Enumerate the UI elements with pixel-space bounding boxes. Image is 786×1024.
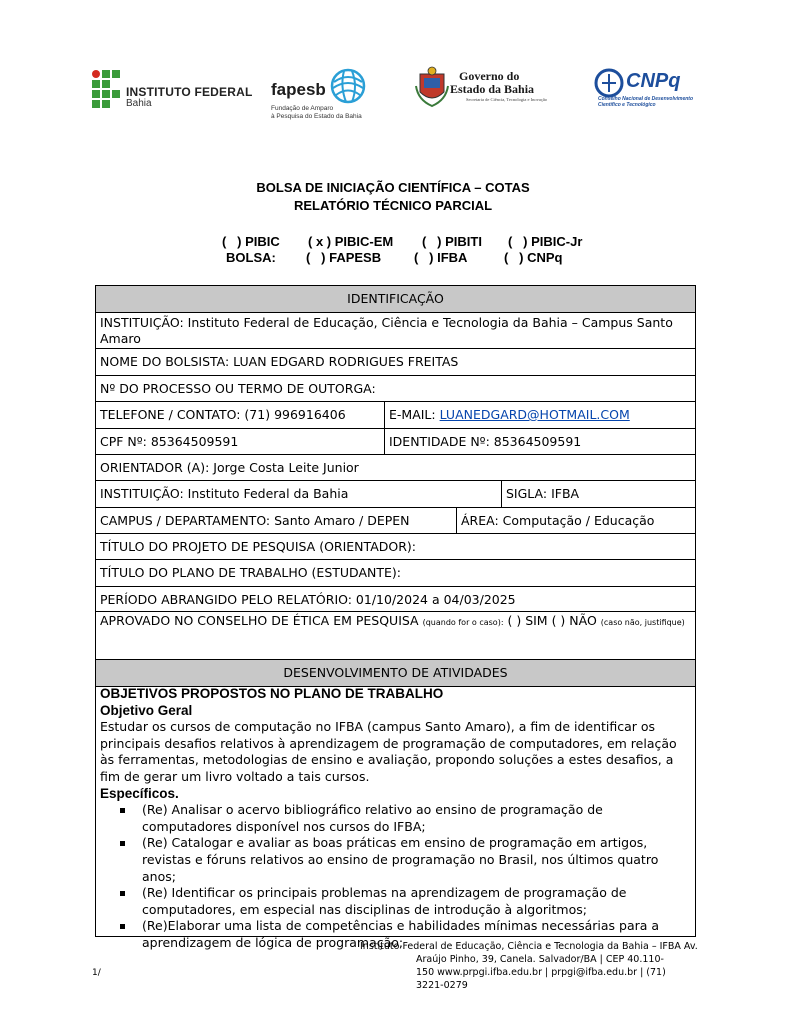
page-number: 1/ bbox=[92, 968, 101, 978]
etica-justify-note: (caso não, justifique) bbox=[600, 618, 685, 627]
especificos-heading: Específicos. bbox=[100, 785, 179, 801]
row-periodo bbox=[96, 587, 695, 612]
footer-line2: Araújo Pinho, 39, Canela. Salvador/BA | CEP 40.110- bbox=[416, 954, 664, 965]
list-item: (Re) Analisar o acervo bibliográfico relativo ao ensino de programação de computadores disponível nos cursos do IFBA; bbox=[142, 802, 694, 835]
ifba-logo-name: INSTITUTO FEDERAL bbox=[126, 85, 253, 99]
cnpq-mark-icon bbox=[594, 68, 626, 98]
sigla-field: SIGLA: IFBA bbox=[506, 486, 580, 501]
option-pibiti: ( ) PIBITI bbox=[422, 234, 482, 249]
footer-line3: 150 www.prpgi.ifba.edu.br | prpgi@ifba.edu.br | (71) bbox=[416, 967, 666, 978]
email-link[interactable]: LUANEDGARD@HOTMAIL.COM bbox=[439, 407, 630, 422]
row-orientador bbox=[96, 455, 695, 481]
identidade-field: IDENTIDADE Nº: 85364509591 bbox=[389, 434, 582, 449]
row-titulo-projeto bbox=[96, 534, 695, 560]
etica-label: APROVADO NO CONSELHO DE ÉTICA EM PESQUISA bbox=[100, 613, 423, 628]
objetivo-geral-text: Estudar os cursos de computação no IFBA (campus Santo Amaro), a fim de identificar os principais desafios relativos à aprendizagem de programação de computadores, em relação às ferramentas, metodologias de ensino e avaliação, propondo soluções a estes desafios, a fim de gerar um livro voltado a tais cursos. bbox=[100, 719, 677, 784]
page-footer bbox=[360, 940, 698, 991]
objetivo-geral-heading: Objetivo Geral bbox=[100, 702, 193, 718]
etica-note: (quando for o caso): bbox=[422, 618, 504, 627]
fapesb-logo-name: fapesb bbox=[271, 80, 326, 99]
row-instituicao bbox=[96, 313, 695, 349]
identificacao-header: IDENTIFICAÇÃO bbox=[96, 286, 695, 313]
row-instituicao-orientador bbox=[96, 481, 695, 508]
bolsa-label: BOLSA: bbox=[226, 250, 276, 265]
area-field: ÁREA: Computação / Educação bbox=[461, 513, 655, 528]
fapesb-logo-sub1: Fundação de Amparo bbox=[271, 105, 334, 112]
row-campus bbox=[96, 508, 695, 534]
fapesb-logo-sub2: à Pesquisa do Estado da Bahia bbox=[271, 113, 362, 120]
governo-logo-line1: Governo do bbox=[459, 69, 520, 83]
governo-logo-line3: Secretaria de Ciência, Tecnologia e Inovação bbox=[466, 97, 548, 102]
fapesb-ball-icon bbox=[330, 68, 366, 104]
bolsista-field: NOME DO BOLSISTA: LUAN EDGARD RODRIGUES FREITAS bbox=[100, 354, 459, 369]
footer-line1: Instituto Federal de Educação, Ciência e Tecnologia da Bahia – IFBA Av. bbox=[360, 941, 698, 952]
email-label: E-MAIL: bbox=[389, 407, 440, 422]
ifba-logo-icon bbox=[92, 70, 122, 108]
option-cnpq: ( ) CNPq bbox=[504, 250, 563, 265]
option-pibic-em: ( x ) PIBIC-EM bbox=[308, 234, 394, 249]
cpf-field: CPF Nº: 85364509591 bbox=[100, 434, 239, 449]
telefone-field: TELEFONE / CONTATO: (71) 996916406 bbox=[100, 407, 346, 422]
cnpq-logo-sub1: Conselho Nacional de Desenvolvimento bbox=[598, 96, 694, 102]
etica-field bbox=[96, 612, 692, 659]
desenvolvimento-content bbox=[100, 686, 698, 952]
orientador-field: ORIENTADOR (A): Jorge Costa Leite Junior bbox=[100, 460, 359, 475]
row-processo bbox=[96, 376, 695, 402]
titulo-projeto-field: TÍTULO DO PROJETO DE PESQUISA (ORIENTADOR): bbox=[100, 539, 416, 554]
list-item: (Re) Identificar os principais problemas na aprendizagem de programação de computadores, em especial nas disciplinas de introdução à algoritmos; bbox=[142, 885, 694, 918]
campus-field: CAMPUS / DEPARTAMENTO: Santo Amaro / DEPEN bbox=[100, 513, 410, 528]
list-item: (Re)Elaborar uma lista de competências e habilidades mínimas necessárias para a aprendizagem de lógica de programação; bbox=[142, 918, 694, 951]
especificos-list bbox=[100, 802, 698, 952]
row-etica bbox=[96, 612, 695, 660]
instituicao-field: INSTITUIÇÃO: Instituto Federal de Educação, Ciência e Tecnologia da Bahia – Campus Santo Amaro bbox=[100, 315, 673, 346]
document-title: BOLSA DE INICIAÇÃO CIENTÍFICA – COTAS bbox=[256, 180, 530, 195]
instituicao2-field: INSTITUIÇÃO: Instituto Federal da Bahia bbox=[100, 486, 349, 501]
email-field bbox=[385, 402, 693, 428]
list-item: (Re) Catalogar e avaliar as boas práticas em ensino de programação em artigos, revistas e fóruns relativos ao ensino de programação no Brasil, nos últimos quatro anos; bbox=[142, 835, 694, 885]
footer-line4: 3221-0279 bbox=[416, 980, 468, 991]
processo-field: Nº DO PROCESSO OU TERMO DE OUTORGA: bbox=[100, 381, 376, 396]
objetivos-heading: OBJETIVOS PROPOSTOS NO PLANO DE TRABALHO bbox=[100, 686, 444, 701]
cnpq-logo-name: CNPq bbox=[626, 70, 681, 92]
option-ifba: ( ) IFBA bbox=[414, 250, 468, 265]
governo-logo-line2: Estado da Bahia bbox=[450, 82, 535, 96]
row-bolsista bbox=[96, 349, 695, 376]
option-fapesb: ( ) FAPESB bbox=[306, 250, 382, 265]
desenvolvimento-header: DESENVOLVIMENTO DE ATIVIDADES bbox=[96, 660, 695, 687]
row-titulo-plano bbox=[96, 560, 695, 587]
row-contato bbox=[96, 402, 695, 429]
titulo-plano-field: TÍTULO DO PLANO DE TRABALHO (ESTUDANTE): bbox=[100, 565, 401, 580]
ifba-logo-sub: Bahia bbox=[126, 98, 152, 109]
cnpq-logo-sub2: Científico e Tecnológico bbox=[598, 102, 656, 108]
logo-bar bbox=[0, 60, 768, 130]
etica-options: ( ) SIM ( ) NÃO bbox=[503, 613, 601, 628]
periodo-field: PERÍODO ABRANGIDO PELO RELATÓRIO: 01/10/2024 a 04/03/2025 bbox=[100, 592, 516, 607]
document-subtitle: RELATÓRIO TÉCNICO PARCIAL bbox=[293, 198, 493, 213]
row-documentos bbox=[96, 429, 695, 455]
option-pibic: ( ) PIBIC bbox=[222, 234, 280, 249]
bahia-crest-icon bbox=[416, 66, 448, 108]
option-pibic-jr: ( ) PIBIC-Jr bbox=[508, 234, 583, 249]
